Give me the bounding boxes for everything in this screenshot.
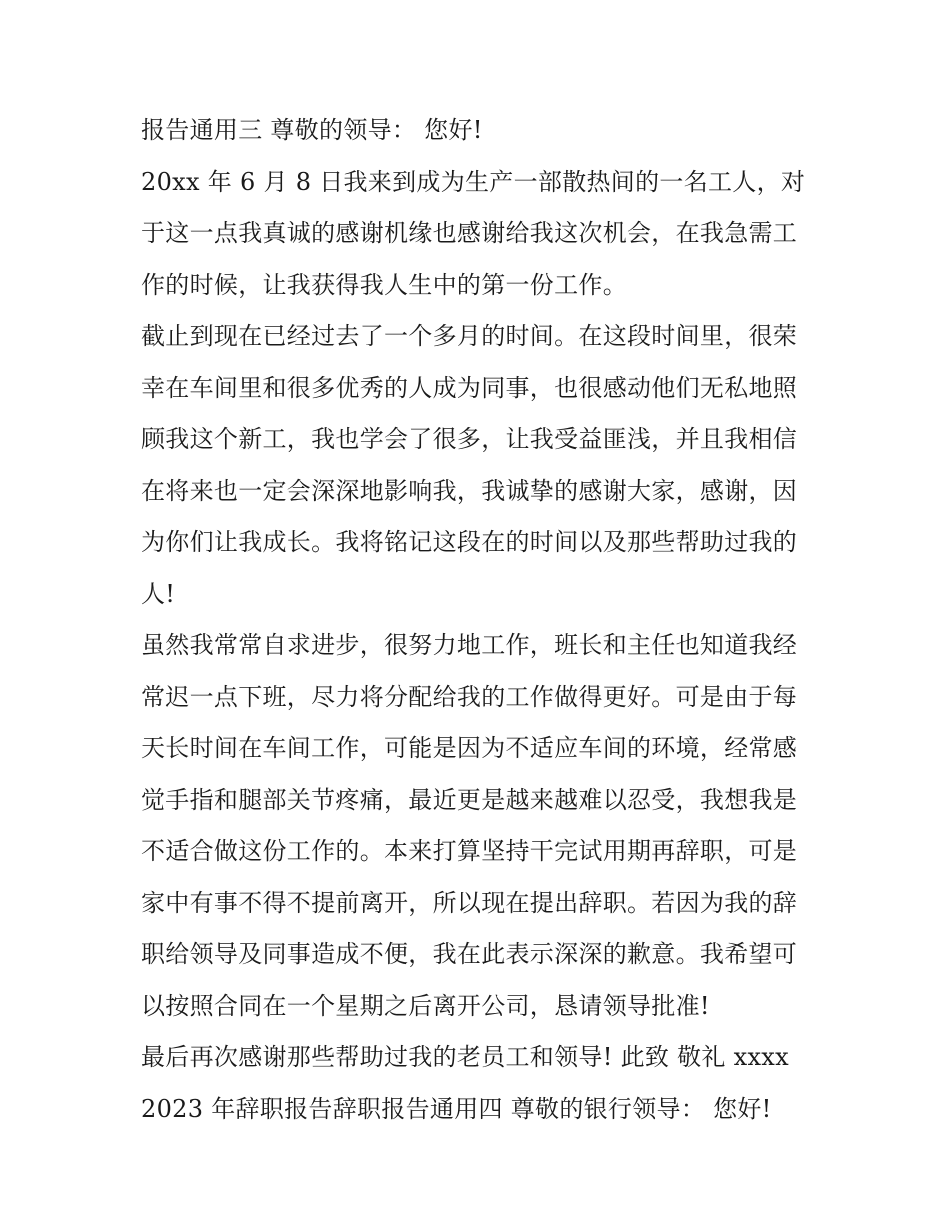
paragraph-reason: 虽然我常常自求进步，很努力地工作，班长和主任也知道我经常迟一点下班，尽力将分配给我的工作做得更好。可是由于每天长时间在车间工作，可能是因为不适应车间的环境，经常感觉手指和腿部关节疼痛，最近更是越来越难以忍受，我想我是不适合做这份工作的。本来打算坚持干完试用期再辞职，可是家中有事不得不提前离开，所以现在提出辞职。若因为我的辞职给领导及同事造成不便，我在此表示深深的歉意。我希望可以按照合同在一个星期之后离开公司，恳请领导批准! <box>141 631 798 1020</box>
paragraph-greeting: 报告通用三 尊敬的领导： 您好! <box>141 116 483 144</box>
paragraph-gratitude: 截止到现在已经过去了一个多月的时间。在这段时间里，很荣幸在车间里和很多优秀的人成为同事，也很感动他们无私地照顾我这个新工，我也学会了很多，让我受益匪浅，并且我相信在将来也一定会深深地影响我，我诚挚的感谢大家，感谢，因为你们让我成长。我将铭记这段在的时间以及那些帮助过我的人! <box>141 322 798 608</box>
paragraph-closing: 最后再次感谢那些帮助过我的老员工和领导! 此致 敬礼 xxxx <box>141 1043 789 1071</box>
paragraph-intro: 20xx 年 6 月 8 日我来到成为生产一部散热间的一名工人，对于这一点我真诚的感谢机缘也感谢给我这次机会，在我急需工作的时候，让我获得我人生中的第一份工作。 <box>141 167 806 299</box>
document-body <box>141 105 821 1135</box>
paragraph-next-title: 2023 年辞职报告辞职报告通用四 尊敬的银行领导： 您好! <box>141 1094 772 1123</box>
